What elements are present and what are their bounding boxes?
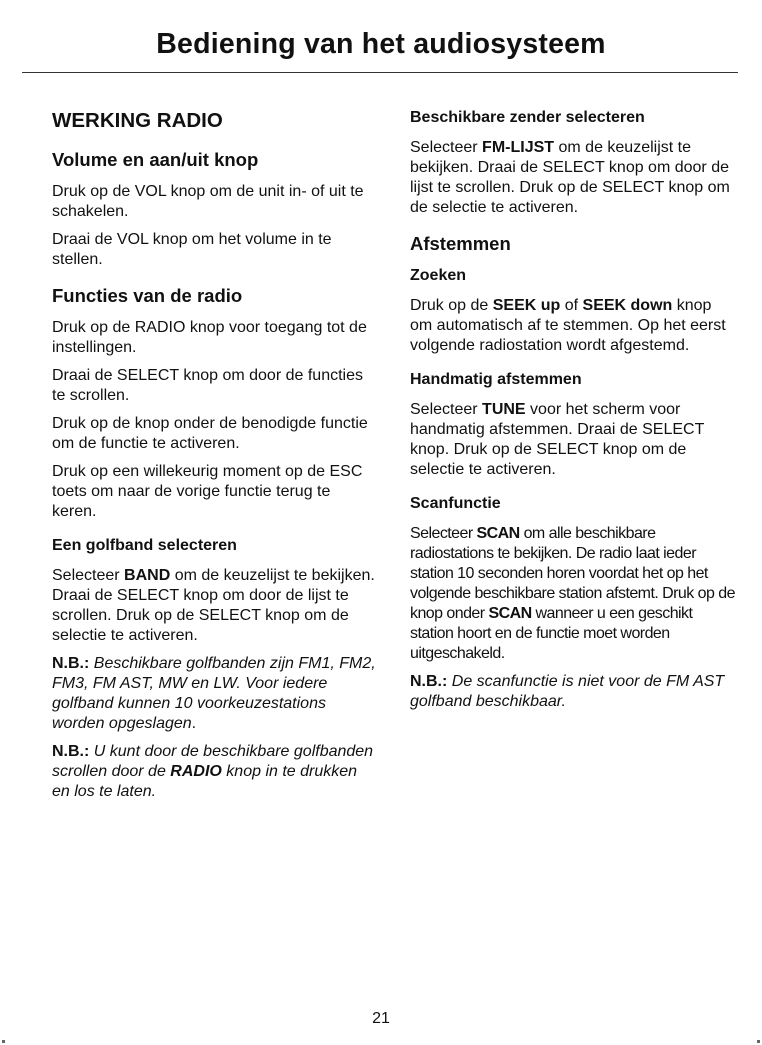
functions-paragraph-3: Druk op de knop onder de benodigde functie om de functie te activeren.	[52, 415, 368, 452]
right-column	[410, 108, 737, 720]
volume-heading: Volume en aan/uit knop	[52, 149, 259, 170]
functions-heading: Functies van de radio	[52, 285, 243, 306]
volume-paragraph-1: Druk op de VOL knop om de unit in- of uit te schakelen.	[52, 183, 364, 220]
available-station-paragraph: Selecteer FM-LIJST om de keuzelijst te bekijken. Draai de SELECT knop om door de lijst te scrollen. Druk op de SELECT knop om de selectie te activeren.	[410, 139, 730, 216]
scan-heading: Scanfunctie	[410, 495, 501, 512]
available-station-heading: Beschikbare zender selecteren	[410, 109, 645, 126]
page-number: 21	[372, 1010, 390, 1027]
scan-note: N.B.: De scanfunctie is niet voor de FM AST golfband beschikbaar.	[410, 673, 725, 710]
manual-tuning-heading: Handmatig afstemmen	[410, 371, 582, 388]
seek-heading: Zoeken	[410, 267, 467, 284]
corner-mark	[757, 1040, 760, 1043]
tuning-heading: Afstemmen	[410, 233, 511, 254]
functions-paragraph-4: Druk op een willekeurig moment op de ESC toets om naar de vorige functie terug te keren.	[52, 463, 363, 520]
functions-paragraph-1: Druk op de RADIO knop voor toegang tot de instellingen.	[52, 319, 367, 356]
seek-paragraph: Druk op de SEEK up of SEEK down knop om automatisch af te stemmen. Op het eerst volgende radiostation wordt afgestemd.	[410, 297, 726, 354]
functions-paragraph-2: Draai de SELECT knop om door de functies te scrollen.	[52, 367, 363, 404]
section-heading-radio: WERKING RADIO	[52, 109, 223, 132]
left-column	[52, 108, 379, 810]
band-note-2: N.B.: U kunt door de beschikbare golfbanden scrollen door de RADIO knop in te drukken en los te laten.	[52, 743, 374, 800]
page-title: Bediening van het audiosysteem	[156, 28, 606, 60]
scan-paragraph: Selecteer SCAN om alle beschikbare radiostations te bekijken. De radio laat ieder station 10 seconden horen voordat het op het volgende beschikbare station afstemt. Druk op de knop onder SCAN wanneer u een geschikt station hoort en de functie moet worden uitgeschakeld.	[410, 525, 735, 662]
band-note-1: N.B.: Beschikbare golfbanden zijn FM1, FM2, FM3, FM AST, MW en LW. Voor iedere golfband kunnen 10 voorkeuzestations worden opgeslagen.	[52, 655, 376, 732]
title-divider	[22, 72, 738, 73]
corner-mark	[2, 1040, 5, 1043]
band-paragraph: Selecteer BAND om de keuzelijst te bekijken. Draai de SELECT knop om door de lijst te scrollen. Druk op de SELECT knop om de selectie te activeren.	[52, 567, 375, 644]
band-heading: Een golfband selecteren	[52, 537, 237, 554]
manual-tuning-paragraph: Selecteer TUNE voor het scherm voor handmatig afstemmen. Draai de SELECT knop. Druk op de SELECT knop om de selectie te activeren.	[410, 401, 705, 478]
volume-paragraph-2: Draai de VOL knop om het volume in te stellen.	[52, 231, 332, 268]
